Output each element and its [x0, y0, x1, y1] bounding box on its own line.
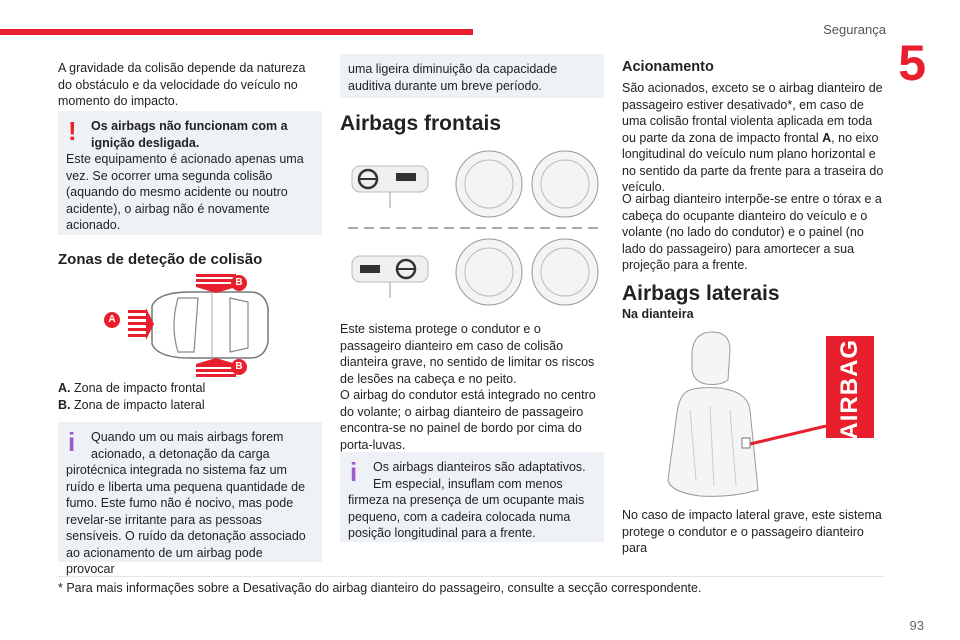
- front-subheading: Na dianteira: [622, 307, 694, 321]
- deployment-body-2: O airbag dianteiro interpõe-se entre o tórax e a cabeça do ocupante dianteiro do veículo e o volante (no lado do condutor) e o painel (no lado do passageiro) para amortecer a sua projeção para a frente.: [622, 192, 882, 272]
- deployment-body-1: [622, 80, 884, 196]
- info-box-continued: [340, 54, 604, 98]
- footnote-divider: [58, 576, 884, 577]
- zone-b-marker-top: B: [231, 275, 247, 291]
- info-lead: Os airbags dianteiros são adaptativos. Em especial, insuflam com menos: [373, 460, 586, 491]
- info-lead: Quando um ou mais airbags forem acionado, a detonação da carga: [91, 430, 284, 461]
- collision-zones-diagram: [100, 272, 280, 377]
- info-box-adaptive: [340, 452, 604, 542]
- frontal-body-2: O airbag do condutor está integrado no centro do volante; o airbag dianteiro de passageiro encontra-se no painel de bordo por cima do porta-luvas.: [340, 388, 596, 452]
- legend-text: Zona de impacto frontal: [73, 381, 206, 395]
- zone-b-marker-bottom: B: [231, 359, 247, 375]
- side-airbags-heading: Airbags laterais: [622, 282, 780, 305]
- info-icon: i: [68, 427, 76, 457]
- warning-title: Os airbags não funcionam com a ignição desligada.: [91, 119, 288, 150]
- deployment-body-1-pre: São acionados, exceto se o airbag dianteiro de passageiro estiver desativado*, em caso de uma colisão frontal violenta aplicada em toda ou parte da zona de impacto frontal: [622, 81, 883, 145]
- legend-key: A.: [58, 381, 71, 395]
- info-icon: i: [350, 457, 358, 487]
- info-continued-text: uma ligeira diminuição da capacidade auditiva durante um breve período.: [348, 62, 558, 93]
- info-box-detonation: [58, 422, 322, 576]
- header-accent-bar: [0, 29, 473, 35]
- page-number: 93: [909, 618, 924, 633]
- warning-icon: !: [68, 116, 77, 146]
- side-body: No caso de impacto lateral grave, este sistema protege o condutor e o passageiro dianteiro para: [622, 508, 882, 555]
- deployment-body-1-zone: A: [822, 130, 832, 145]
- airbag-label-text: AIRBAG: [835, 338, 863, 440]
- legend-item: [58, 380, 322, 397]
- info-body: firmeza na presença de um ocupante mais pequeno, com a cadeira colocada numa posição longitudinal para a frente.: [348, 493, 585, 540]
- legend-text: Zona de impacto lateral: [73, 397, 205, 412]
- info-body: pirotécnica integrada no sistema faz um ruído e liberta uma pequena quantidade de fumo. Este fumo não é nocivo, mas pode revelar-se irritante para as pessoas sensíveis. O ruído da detonação associado ao acionamento de um airbag pode provocar: [66, 463, 306, 576]
- frontal-body-1: Este sistema protege o condutor e o passageiro dianteiro em caso de colisão dianteira grave, no sentido de limitar os riscos de lesões na cabeça e no peito.: [340, 322, 595, 386]
- legend-item: [58, 397, 322, 414]
- deployment-body-1-post: , no eixo longitudinal do veículo num plano horizontal e no sentido da parte da frente para a traseira do veículo.: [622, 130, 884, 194]
- legend-key: B.: [58, 397, 71, 412]
- chapter-number: 5: [898, 35, 926, 91]
- frontal-airbags-heading: Airbags frontais: [340, 112, 502, 135]
- zones-heading: Zonas de deteção de colisão: [58, 251, 263, 268]
- zone-a-marker: A: [104, 312, 120, 328]
- deployment-heading: Acionamento: [622, 59, 714, 75]
- zone-legend: [58, 380, 322, 413]
- section-title: Segurança: [823, 22, 886, 37]
- frontal-airbags-illustration: [344, 142, 606, 314]
- warning-body: Este equipamento é acionado apenas uma vez. Se ocorrer uma segunda colisão (aquando do mesmo acidente ou noutro acidente), o airbag não é novamente acionado.: [66, 152, 304, 232]
- footnote: * Para mais informações sobre a Desativação do airbag dianteiro do passageiro, consulte a secção correspondente.: [58, 581, 702, 595]
- warning-box: [58, 111, 322, 235]
- intro-paragraph: A gravidade da colisão depende da natureza do obstáculo e da velocidade do veículo no momento do impacto.: [58, 61, 306, 108]
- airbag-label-panel: [826, 340, 874, 438]
